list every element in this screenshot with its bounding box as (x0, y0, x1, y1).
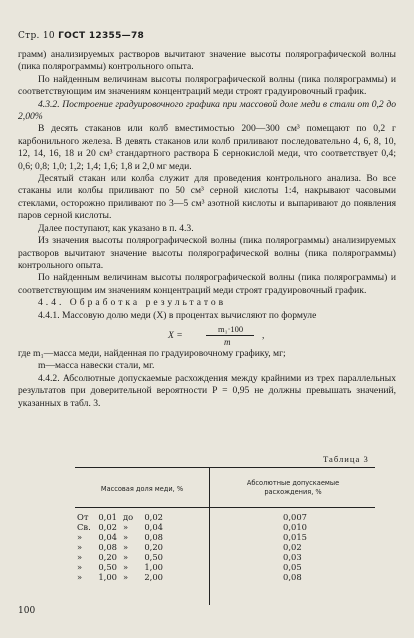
section-heading: 4.3.2. Построение градуировочного графика при массовой доле меди в стали от 0,2 до 2,00% (18, 98, 396, 123)
row-to-word: » (123, 562, 129, 572)
row-to-word: » (123, 552, 129, 562)
formula (18, 323, 396, 347)
paragraph: По найденным величинам высоты полярографической волны (пика полярограммы) и соответствующим им значениям концентраций меди строят градуировочный график. (18, 73, 396, 98)
page-header (18, 31, 144, 41)
tolerance-table (75, 467, 375, 605)
table-row (75, 532, 375, 542)
row-from: 1,00 (98, 572, 117, 582)
row-tolerance: 0,02 (283, 542, 302, 552)
row-prefix: » (77, 542, 83, 552)
row-prefix: » (77, 572, 83, 582)
row-to-word: » (123, 572, 129, 582)
row-to-word: » (123, 542, 129, 552)
paragraph: Десятый стакан или колба служит для проведения контрольного анализа. Во все стаканы или колбы приливают по 50 см³ серной кислоты 1:4, накрывают часовыми стеклами, осторожно приливают по 3—5 см³ азотной кислоты и выпаривают до появления паров серной кислоты. (18, 173, 396, 222)
row-to-word: » (123, 522, 129, 532)
table-row (75, 542, 375, 552)
row-prefix: » (77, 562, 83, 572)
table-header-tolerance-line1: Абсолютные допускаемые (246, 479, 340, 487)
paragraph: Из значения высоты полярографической волны (пика полярограммы) анализируемых растворов вычитают значение высоты полярографической волны (пика полярограммы) контрольного опыта. (18, 235, 396, 271)
row-prefix: От (77, 512, 89, 522)
row-to: 0,08 (144, 532, 163, 542)
row-to: 1,00 (144, 562, 163, 572)
table-row (75, 512, 375, 522)
row-from: 0,20 (98, 552, 117, 562)
row-to-word: до (123, 512, 134, 522)
table-row (75, 552, 375, 562)
row-to: 0,02 (144, 512, 163, 522)
table-row (75, 522, 375, 532)
paragraph: В десять стаканов или колб вместимостью 200—300 см³ помещают по 0,2 г карбонильного железа. В девять стаканов или колб приливают последовательно 4, 6, 8, 10, 12, 14, 16, 18 и 20 см³ стандартного раствора Б сернокислой меди, что соответствует 0,4; 0,6; 0,8; 1,0; 1,2; 1,4; 1,6; 1,8 и 2,0 мг меди. (18, 123, 396, 172)
row-from: 0,04 (98, 532, 117, 542)
row-from: 0,02 (98, 522, 117, 532)
table-caption: Таблица 3 (323, 454, 369, 464)
row-tolerance: 0,03 (283, 552, 302, 562)
row-to: 0,20 (144, 542, 163, 552)
table-body (75, 512, 375, 582)
formula-denominator: m (224, 336, 231, 347)
row-to: 0,04 (144, 522, 163, 532)
gost-number: ГОСТ 12355—78 (58, 31, 145, 41)
row-from: 0,01 (98, 512, 117, 522)
row-to: 0,50 (144, 552, 163, 562)
paragraph: грамм) анализируемых растворов вычитают значение высоты полярографической волны (пика полярограммы) контрольного опыта. (18, 49, 396, 73)
paragraph: m—масса навески стали, мг. (38, 360, 155, 372)
table-header-mass-fraction: Массовая доля меди, % (100, 485, 184, 493)
section-heading: 4.4. Обработка результатов (38, 297, 227, 309)
table-header-tolerance-line2: расхождения, % (264, 488, 322, 496)
paragraph: где m₁—масса меди, найденная по градуировочному графику, мг; (18, 347, 286, 359)
body-text (18, 49, 396, 410)
row-prefix: Св. (77, 522, 91, 532)
paragraph: Далее поступают, как указано в п. 4.3. (38, 222, 194, 234)
paragraph: 4.4.1. Массовую долю меди (X) в процентах вычисляют по формуле (38, 309, 317, 321)
row-tolerance: 0,007 (283, 512, 307, 522)
formula-numerator: m₁·100 (218, 323, 244, 334)
table-header-rule (75, 507, 375, 508)
page-label: Стр. 10 (18, 31, 55, 41)
formula-lhs: X = (168, 329, 183, 341)
paragraph: 4.4.2. Абсолютные допускаемые расхождения между крайними из трех параллельных результатов при доверительной вероятности P = 0,95 не должны превышать значений, указанных в табл. 3. (18, 372, 396, 409)
row-prefix: » (77, 532, 83, 542)
row-tolerance: 0,010 (283, 522, 307, 532)
row-prefix: » (77, 552, 83, 562)
row-tolerance: 0,05 (283, 562, 302, 572)
table-row (75, 562, 375, 572)
page-number: 100 (18, 606, 36, 616)
row-from: 0,08 (98, 542, 117, 552)
row-tolerance: 0,08 (283, 572, 302, 582)
row-from: 0,50 (98, 562, 117, 572)
table-header-tolerance (213, 479, 373, 497)
table-top-rule (75, 467, 375, 468)
row-to-word: » (123, 532, 129, 542)
paragraph: По найденным величинам высоты полярографической волны (пика полярограммы) и соответствующим им значениям концентраций меди строят градуировочный график. (18, 272, 396, 296)
row-to: 2,00 (144, 572, 163, 582)
table-row (75, 572, 375, 582)
row-tolerance: 0,015 (283, 532, 307, 542)
formula-comma: , (262, 329, 265, 341)
